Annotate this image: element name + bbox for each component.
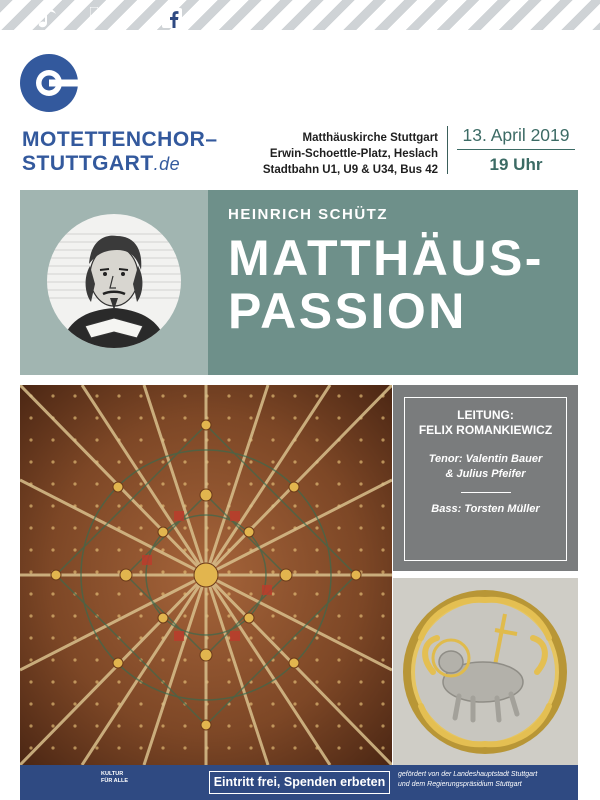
event-date: 13. April 2019 [462,125,570,145]
org-tld: .de [153,154,181,174]
kultur-logo-icon[interactable] [90,7,98,19]
event-title [228,232,544,338]
bass-soloist: Bass: Torsten Müller [431,503,540,515]
conductor-name: FELIX ROMANKIEWICZ [418,423,553,437]
title-line2: PASSION [228,283,467,339]
date-block [455,124,577,176]
org-name-line1: MOTETTENCHOR– [22,128,218,151]
kultur-line1: KULTUR [101,771,124,777]
title-line1: MATTHÄUS- [228,230,544,286]
facebook-icon[interactable] [162,8,182,28]
kultur-line2: FÜR ALLE [101,778,128,784]
venue-transit: Stadtbahn U1, U9 & U34, Bus 42 [262,164,438,176]
credits-rule [461,492,511,493]
lamb-of-god-relief-image [393,578,578,765]
music-note-icon[interactable] [34,5,60,30]
admission-box: Eintritt frei, Spenden erbeten [209,771,390,794]
tenor-line2: & Julius Pfeifer [445,468,526,480]
conductor-label: LEITUNG: [457,408,514,422]
org-name-line2: STUTTGART [22,152,154,175]
choir-logo-icon[interactable] [20,54,78,112]
venue-info [218,130,438,178]
sponsor-line2: und dem Regierungspräsidium Stuttgart [398,781,522,788]
event-time: 19 Uhr [489,155,543,174]
sponsor-line1: gefördert von der Landeshauptstadt Stuttgart [398,771,538,778]
organization-name[interactable] [22,128,222,176]
composer-portrait [47,214,181,348]
tenor-line1: Tenor: Valentin Bauer [428,453,543,465]
venue-church: Matthäuskirche Stuttgart [302,132,438,144]
kultur-fuer-alle[interactable] [101,771,151,785]
venue-divider [447,126,448,174]
vaulted-ceiling-image [20,385,392,765]
sponsor-note [398,770,576,790]
date-rule [457,149,575,150]
credits-box [404,397,567,561]
venue-address: Erwin-Schoettle-Platz, Heslach [269,148,438,160]
composer-name: HEINRICH SCHÜTZ [228,206,388,223]
